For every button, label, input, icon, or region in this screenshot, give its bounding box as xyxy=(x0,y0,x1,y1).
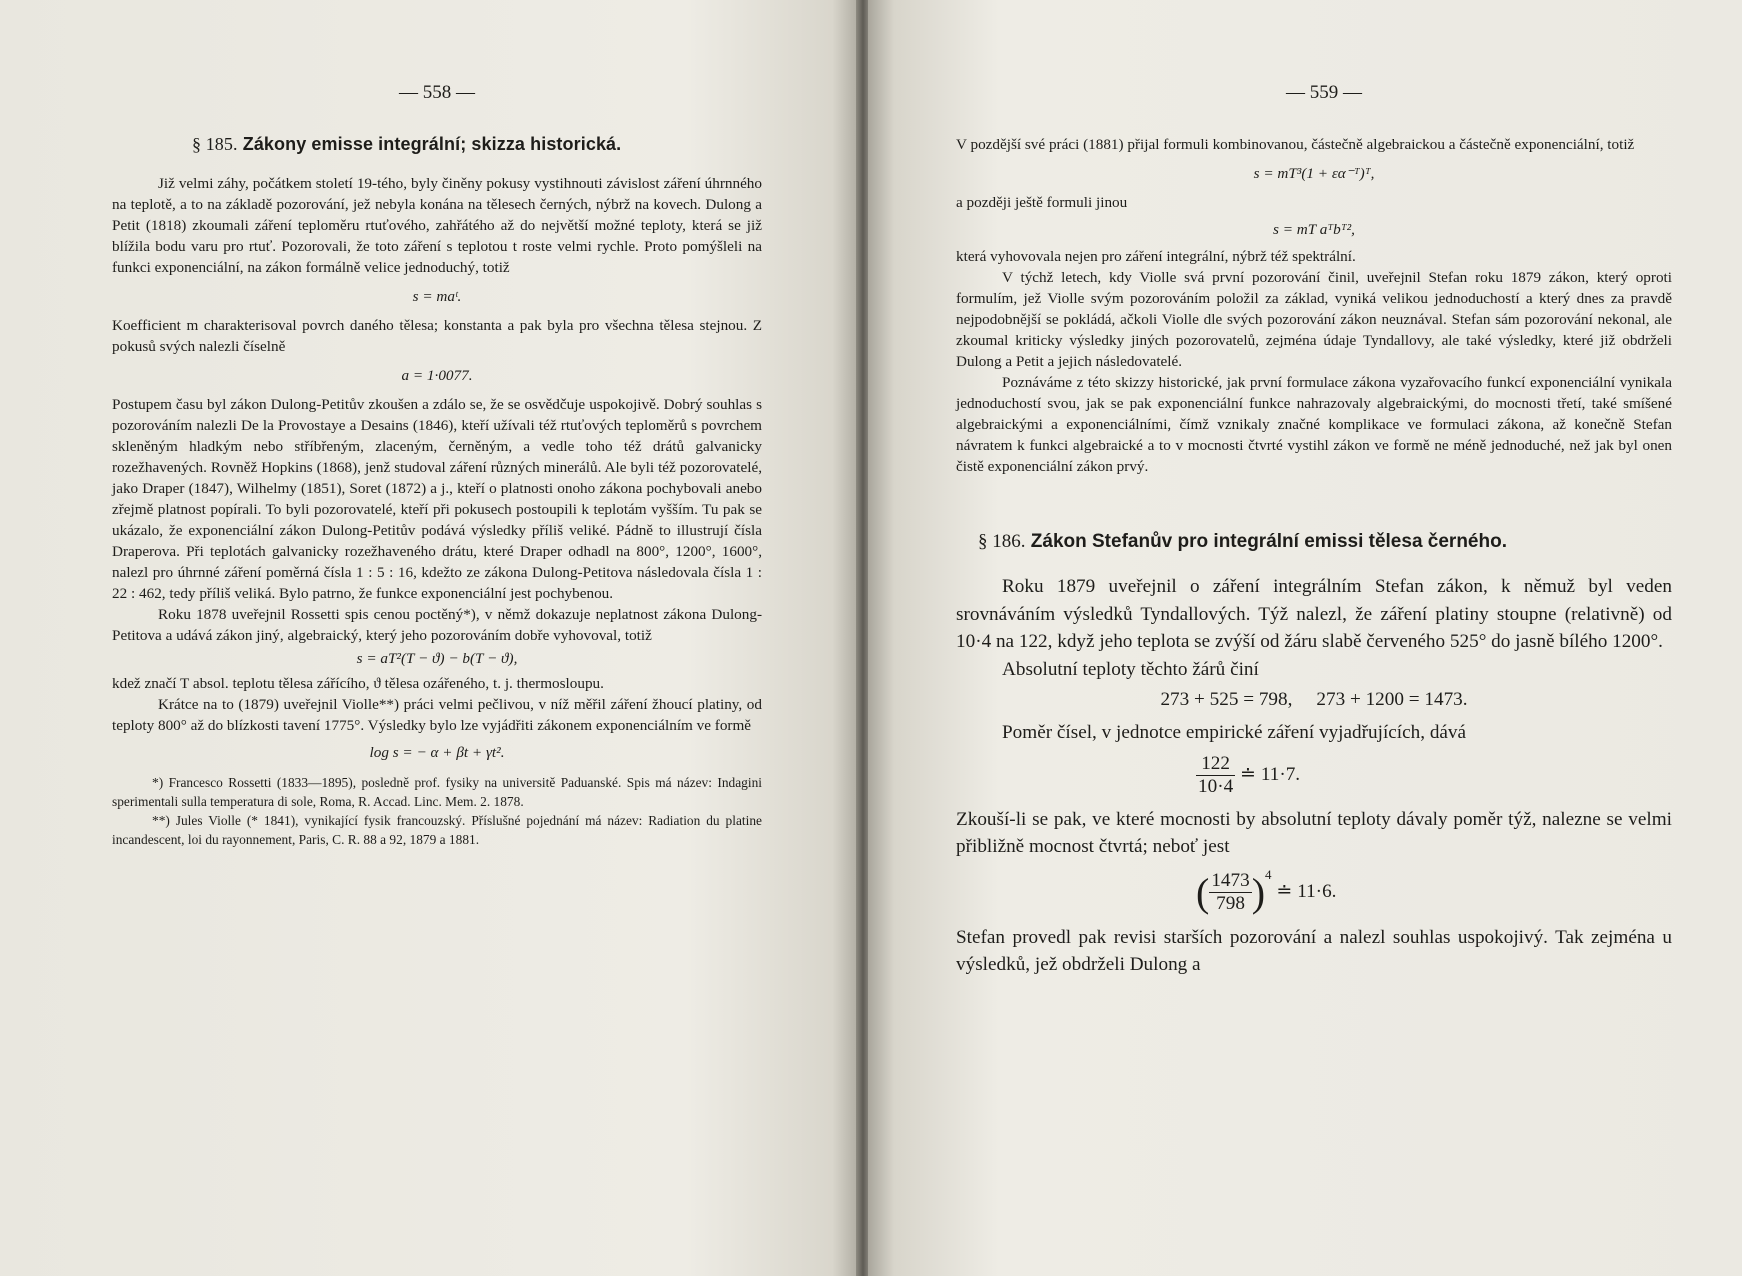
paragraph: Absolutní teploty těchto žárů činí xyxy=(1002,658,1259,680)
exponent: 4 xyxy=(1265,866,1272,882)
fraction-numerator: 1473 xyxy=(1211,869,1250,891)
formula-ratio-fourth-power xyxy=(956,867,1672,916)
left-page xyxy=(0,0,858,1276)
formula-violle-1881: s = mT³(1 + εα⁻ᵀ)ᵀ, xyxy=(1253,165,1375,182)
paragraph: kdež značí T absol. teplotu tělesa zářícího, ϑ tělesa ozářeného, t. j. thermosloupu. xyxy=(112,675,604,692)
paren-close: ) xyxy=(1251,869,1266,915)
section-185-title: Zákony emisse integrální; skizza historická. xyxy=(242,134,622,154)
paragraph: která vyhovovala nejen pro záření integrální, nýbrž též spektrální. xyxy=(956,248,1356,265)
right-page xyxy=(868,0,1742,1276)
right-page-column xyxy=(956,82,1672,979)
paragraph: Koefficient m charakterisoval povrch daného tělesa; konstanta a pak byla pro všechna tělesa stejnou. Z pokusů svých nalezli číselně xyxy=(112,317,762,355)
footnotes xyxy=(112,773,762,849)
fraction-result: ≐ 11·6. xyxy=(1276,880,1337,902)
section-185-mark: § 185. xyxy=(192,134,238,154)
paragraph: a později ještě formuli jinou xyxy=(956,194,1128,211)
section-186-title: Zákon Stefanův pro integrální emissi tělesa černého. xyxy=(1030,531,1507,552)
fraction-denominator: 10·4 xyxy=(1198,775,1234,797)
page-number-left: — 558 — xyxy=(399,82,475,103)
paragraph: Poznáváme z této skizzy historické, jak první formulace zákona vyzařovacího funkcí exponenciální vynikala jednoduchostí svou, jak se pak exponenciální funkce nahrazovaly algebraickými, do mocnosti třetí, také smíšené algebraickými a exponenciálními, čímž vznikaly značné komplikace ve formulaci zákona, až konečně Stefan návratem k funkci algebraické a to v mocnosti čtvrté vystihl zákon ve formě ne méně jednoduché, než jak byl onen čistě exponenciální zákon prvý. xyxy=(956,374,1672,475)
paragraph: V týchž letech, kdy Violle svá první pozorování činil, uveřejnil Stefan roku 1879 zákon, který oproti formulím, jež Violle svým pozorováním položil za základ, vyniká velikou jednoduchostí a který dnes za pravdě nejpodobnější se pokládá, ačkoli Violle dle svých pozorování zákon neuznával. Stefan sám pozorování nekonal, ale zkoumal kriticky výsledky jiných pozorovatelů, zejména údaje Tyndallovy, ale také výsledky, které již obdrželi Dulong a Petit a jejich následovatelé. xyxy=(956,269,1672,370)
fraction-result: ≐ 11·7. xyxy=(1239,763,1301,785)
paragraph: Krátce na to (1879) uveřejnil Violle**) práci velmi pečlivou, v níž měřil záření žhoucí platiny, od teploty 800° až do blízkosti tavení 1775°. Výsledky bylo lze vyjádřiti zákonem exponenciálním ve formě xyxy=(112,696,762,734)
paren-open: ( xyxy=(1196,869,1210,915)
fraction-numerator: 122 xyxy=(1196,753,1235,776)
paragraph: Postupem času byl zákon Dulong-Petitův zkoušen a zdálo se, že se osvědčuje uspokojivě. Dobrý souhlas s pozorováním nalezli De la Provostaye a Desains (1846), kteří užívali též rtuťových teploměrů s povrchem skleněným hladkým nebo stříbřeným, zlaceným, černěným, a vedle toho též drátů galvanicky rozežhavených. Rovněž Hopkins (1868), jenž studoval záření různých minerálů. Ale byli též pozorovatelé, jako Draper (1847), Wilhelmy (1851), Soret (1872) a j., kteří o platnosti onoho zákona pochybovali anebo zřejmě platnost popírali. To byli pozorovatelé, kteří při pokusech postoupili k teplotám vyšším. Tu pak se ukázalo, že exponenciální zákon Dulong-Petitův podává výsledky příliš veliké. Pádně to illustrují čísla Draperova. Při teplotách galvanicky rozežhaveného drátu, které Draper odhadl na 800°, 1200°, 1600°, nalezl pro úhrnné záření poměrná čísla 1 : 5 : 16, kdežto ze zákona Dulong-Petitova následovala čísla 1 : 22 : 462, tedy příliš veliká. Bylo patrno, že funkce exponenciální jest pochybenou. xyxy=(112,396,762,602)
paragraph: Poměr čísel, v jednotce empirické záření vyjadřujících, dává xyxy=(1002,722,1467,743)
section-186-mark: § 186. xyxy=(978,531,1026,552)
page-number-right: — 559 — xyxy=(1286,82,1362,103)
formula-absolute-temps: 273 + 525 = 798, 273 + 1200 = 1473. xyxy=(1160,689,1468,710)
footnote-rossetti: *) Francesco Rossetti (1833—1895), posledně prof. fysiky na universitě Paduanské. Spis má název: Indagini sperimentali sulla temperatura di sole, Roma, R. Accad. Linc. Mem. 2. 1878. xyxy=(112,775,762,809)
formula-ratio-122 xyxy=(956,753,1672,798)
paragraph: V pozdější své práci (1881) přijal formuli kombinovanou, částečně algebraickou a částečně exponenciální, totiž xyxy=(956,136,1635,153)
paragraph: Roku 1878 uveřejnil Rossetti spis cenou poctěný*), v němž dokazuje neplatnost zákona Dulong-Petitova a udává zákon jiný, algebraický, který jeho pozorováním dobře vyhovoval, totiž xyxy=(112,606,762,644)
paragraph: Zkouší-li se pak, ve které mocnosti by absolutní teploty dávaly poměr týž, nalezne se velmi přibližně mocnost čtvrtá; neboť jest xyxy=(956,808,1672,857)
section-186-heading xyxy=(978,531,1672,553)
formula-exponential-law: s = maᵗ. xyxy=(412,288,462,305)
formula-rossetti: s = aT²(T − ϑ) − b(T − ϑ), xyxy=(356,650,518,667)
paragraph: Stefan provedl pak revisi starších pozorování a nalezl souhlas uspokojivý. Tak zejména u výsledků, jež obdrželi Dulong a xyxy=(956,926,1672,976)
fraction xyxy=(1196,753,1235,798)
footnote-violle: **) Jules Violle (* 1841), vynikající fysik francouzský. Příslušné pojednání má název: Radiation du platine incandescent, loi du rayonnement, Paris, C. R. 88 a 92, 1879 a 1881. xyxy=(112,813,762,847)
formula-violle-log: log s = − α + βt + γt². xyxy=(369,744,505,761)
fraction xyxy=(1209,870,1251,915)
formula-violle-alt: s = mT aᵀbᵀ², xyxy=(1273,221,1355,238)
paragraph: Již velmi záhy, počátkem století 19-tého, byly činěny pokusy vystihnouti závislost záření úhrnného na teplotě, a to na základě pozorování, jež nebyla konána na tělesech černých, nýbrž na kovech. Dulong a Petit (1818) zkoumali záření teploměru rtuťového, zahřátého až do největší možné teploty, která se již blížila bodu varu pro rtuť. Pozorovali, že toto záření s teplotou t roste velmi rychle. Proto pomýšleli na funkci exponenciální, na zákon formálně velice jednoduchý, totiž xyxy=(112,175,762,276)
formula-constant-a: a = 1·0077. xyxy=(401,367,473,384)
paragraph: Roku 1879 uveřejnil o záření integrálním Stefan zákon, k němuž byl veden srovnáváním výsledků Tyndallových. Týž nalezl, že záření platiny stoupne (relativně) od 10·4 na 122, když jeho teplota se zvýší od žáru slabě červeného 525° do jasně bílého 1200°. xyxy=(956,576,1672,652)
section-185-heading xyxy=(192,134,762,155)
fraction-denominator: 798 xyxy=(1216,892,1245,914)
left-page-column xyxy=(112,82,762,849)
